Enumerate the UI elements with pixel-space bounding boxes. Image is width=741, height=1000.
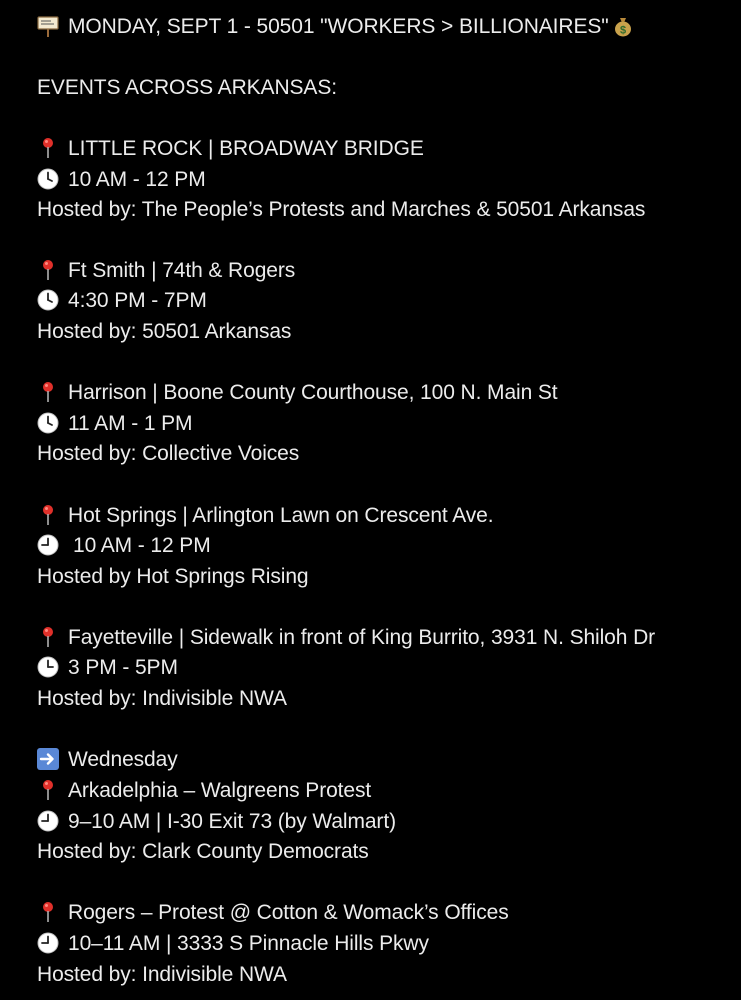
event-location-line <box>37 256 295 286</box>
clock-icon <box>37 412 59 434</box>
event-location: Ft Smith | 74th & Rogers <box>68 259 296 282</box>
svg-text:$: $ <box>619 24 626 37</box>
event-host: Hosted by: Indivisible NWA <box>37 687 287 710</box>
event-time: 10 AM - 12 PM <box>73 534 211 557</box>
event-host: Hosted by: Indivisible NWA <box>37 963 287 986</box>
placard-sign-icon <box>37 15 59 37</box>
round-pushpin-icon <box>37 381 59 403</box>
event-host: Hosted by Hot Springs Rising <box>37 565 309 588</box>
clock-icon <box>37 932 59 954</box>
event-time-line <box>37 929 429 959</box>
event-location-line <box>37 134 424 164</box>
event-time-line <box>37 286 207 316</box>
event-location-line <box>37 623 655 653</box>
event-time: 4:30 PM - 7PM <box>68 289 207 312</box>
clock-icon <box>37 168 59 190</box>
event-time-line <box>37 409 192 439</box>
round-pushpin-icon <box>37 626 59 648</box>
round-pushpin-icon <box>37 259 59 281</box>
clock-icon <box>37 656 59 678</box>
round-pushpin-icon <box>37 779 59 801</box>
event-time-line <box>37 531 211 561</box>
money-bag-icon <box>612 15 634 37</box>
event-location-line <box>37 378 558 408</box>
event-host: Hosted by: The People’s Protests and Marches & 50501 Arkansas <box>37 198 646 221</box>
event-location: LITTLE ROCK | BROADWAY BRIDGE <box>68 137 424 160</box>
intro-text: EVENTS ACROSS ARKANSAS: <box>37 76 337 99</box>
event-time-line <box>37 653 178 683</box>
event-host: Hosted by: Collective Voices <box>37 442 300 465</box>
event-time: 11 AM - 1 PM <box>68 412 193 435</box>
event-time: 3 PM - 5PM <box>68 656 178 679</box>
post-title: MONDAY, SEPT 1 - 50501 "WORKERS > BILLIONAIRES" <box>68 15 609 38</box>
event-host: Hosted by: 50501 Arkansas <box>37 320 292 343</box>
right-arrow-icon <box>37 748 59 770</box>
clock-icon <box>37 289 59 311</box>
event-location-line <box>37 776 371 806</box>
day-heading-line <box>37 745 178 775</box>
event-location-line <box>37 501 493 531</box>
clock-icon <box>37 534 59 556</box>
event-location: Fayetteville | Sidewalk in front of King Burrito, 3931 N. Shiloh Dr <box>68 626 656 649</box>
round-pushpin-icon <box>37 504 59 526</box>
event-time: 10–11 AM | 3333 S Pinnacle Hills Pkwy <box>68 932 429 955</box>
clock-icon <box>37 810 59 832</box>
event-location: Hot Springs | Arlington Lawn on Crescent Ave. <box>68 504 494 527</box>
event-host: Hosted by: Clark County Democrats <box>37 840 369 863</box>
event-location: Harrison | Boone County Courthouse, 100 N. Main St <box>68 381 558 404</box>
round-pushpin-icon <box>37 901 59 923</box>
post-title-line <box>37 12 634 42</box>
event-location-line <box>37 898 509 928</box>
day-heading: Wednesday <box>68 748 178 771</box>
event-time-line <box>37 807 396 837</box>
event-location: Arkadelphia – Walgreens Protest <box>68 779 372 802</box>
round-pushpin-icon <box>37 137 59 159</box>
event-time-line <box>37 165 206 195</box>
event-time: 10 AM - 12 PM <box>68 168 206 191</box>
event-location: Rogers – Protest @ Cotton & Womack’s Offices <box>68 901 509 924</box>
event-time: 9–10 AM | I-30 Exit 73 (by Walmart) <box>68 810 396 833</box>
